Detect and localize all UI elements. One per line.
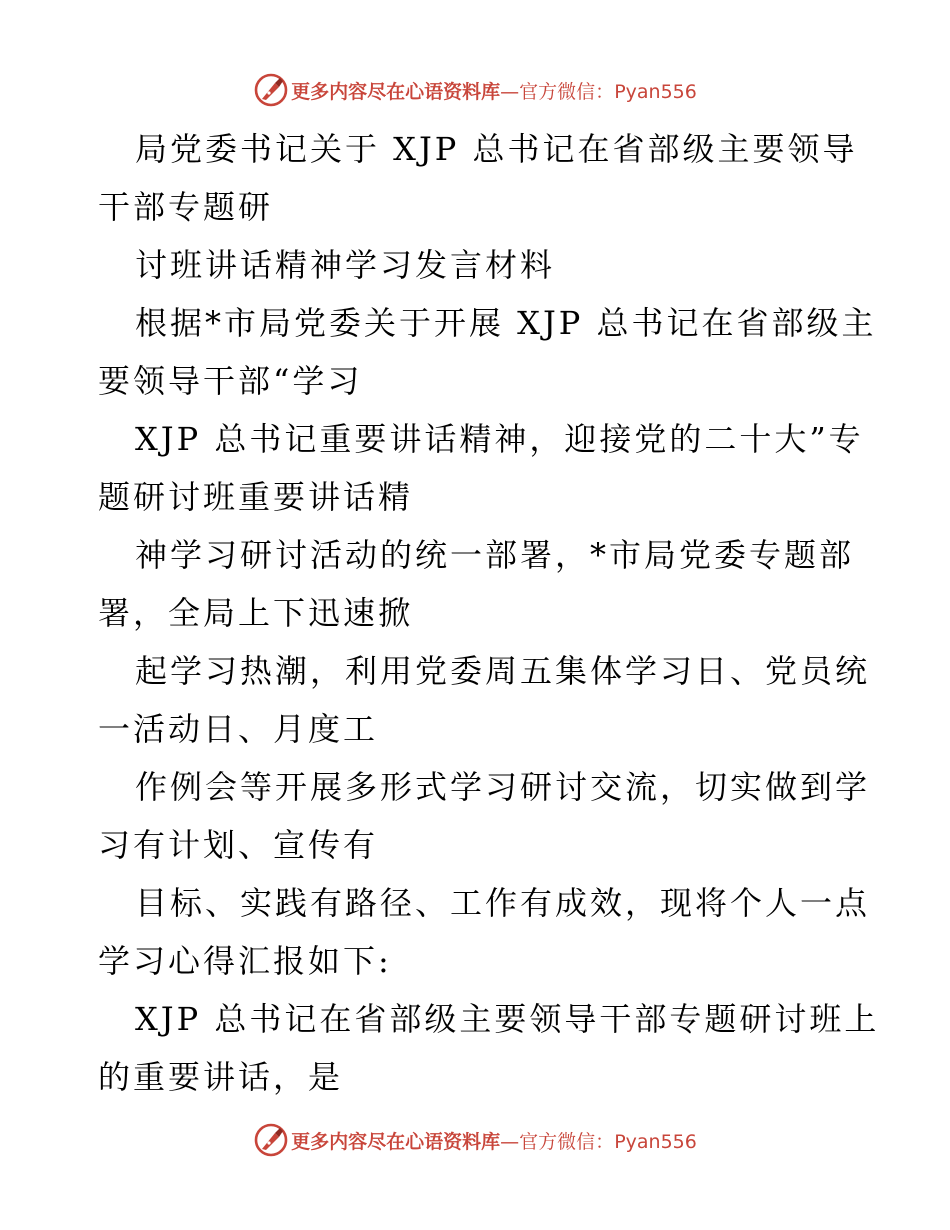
- banner-site-text: 更多内容尽在心语资料库: [291, 1130, 501, 1153]
- banner-contact-id: Pyan556: [614, 1130, 697, 1153]
- body-line: 题研讨班重要讲话精: [98, 478, 414, 516]
- body-line: 讨班讲话精神学习发言材料: [135, 246, 556, 284]
- body-line: XJP 总书记重要讲话精神，迎接党的二十大”专: [135, 420, 864, 458]
- banner-site-text: 更多内容尽在心语资料库: [291, 80, 501, 103]
- banner-separator: —: [500, 80, 520, 103]
- fountain-pen-logo-icon: [253, 1122, 289, 1158]
- fountain-pen-logo-icon: [253, 72, 289, 108]
- banner-contact-label: 官方微信：: [519, 1130, 615, 1153]
- banner-contact-label: 官方微信：: [519, 80, 615, 103]
- body-line: 起学习热潮，利用党委周五集体学习日、党员统: [135, 652, 871, 690]
- body-line: 署，全局上下迅速掀: [98, 594, 414, 632]
- body-line: 干部专题研: [98, 188, 274, 226]
- body-line: 要领导干部“学习: [98, 362, 363, 400]
- body-line: 的重要讲话，是: [98, 1058, 344, 1096]
- body-line: XJP 总书记在省部级主要领导干部专题研讨班上: [135, 1000, 880, 1038]
- header-banner: [0, 70, 950, 110]
- body-line: 局党委书记关于 XJP 总书记在省部级主要领导: [135, 130, 858, 168]
- footer-banner: [0, 1120, 950, 1160]
- body-line: 神学习研讨活动的统一部署，*市局党委专题部: [135, 536, 855, 574]
- body-line: 习有计划、宣传有: [98, 826, 379, 864]
- body-line: 学习心得汇报如下:: [98, 942, 392, 980]
- body-line: 作例会等开展多形式学习研讨交流，切实做到学: [135, 768, 871, 806]
- body-line: 根据*市局党委关于开展 XJP 总书记在省部级主: [135, 304, 877, 342]
- body-line: 目标、实践有路径、工作有成效，现将个人一点: [135, 884, 871, 922]
- body-line: 一活动日、月度工: [98, 710, 379, 748]
- banner-separator: —: [500, 1130, 520, 1153]
- document-body: [98, 120, 878, 1106]
- banner-contact-id: Pyan556: [614, 80, 697, 103]
